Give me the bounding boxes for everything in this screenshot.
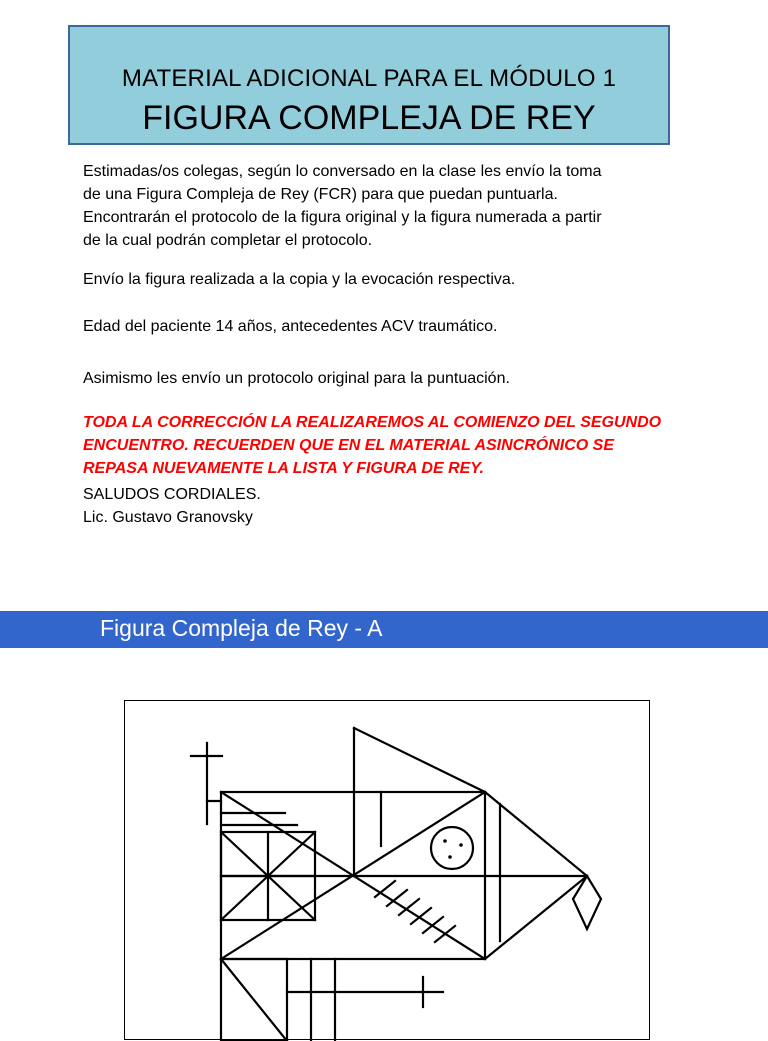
copy-evocation-paragraph: Envío la figura realizada a la copia y la evocación respectiva. [83, 271, 516, 288]
intro-line: Encontrarán el protocolo de la figura original y la figura numerada a partir [83, 209, 602, 226]
title-subheading: MATERIAL ADICIONAL PARA EL MÓDULO 1 [121, 65, 617, 92]
section-header-band [0, 611, 768, 648]
closing-signature [83, 483, 683, 529]
protocol-paragraph: Asimismo les envío un protocolo original para la puntuación. [83, 370, 510, 387]
intro-line: de la cual podrán completar el protocolo. [83, 232, 373, 249]
rey-complex-figure [125, 701, 651, 1041]
section-title: Figura Compleja de Rey - A [100, 615, 383, 641]
intro-line: Estimadas/os colegas, según lo conversado en la clase les envío la toma [83, 163, 602, 180]
page-title: FIGURA COMPLEJA DE REY [142, 99, 596, 137]
patient-info-paragraph: Edad del paciente 14 años, antecedentes ACV traumático. [83, 318, 498, 335]
notice-line: ENCUENTRO. RECUERDEN QUE EN EL MATERIAL ASINCRÓNICO SE [83, 437, 615, 454]
rey-figure-frame [124, 700, 650, 1040]
greeting-line: SALUDOS CORDIALES. [83, 486, 261, 503]
notice-line: TODA LA CORRECCIÓN LA REALIZAREMOS AL COMIENZO DEL SEGUNDO [83, 414, 662, 431]
intro-line: de una Figura Compleja de Rey (FCR) para que puedan puntuarla. [83, 186, 558, 203]
correction-notice [83, 411, 683, 480]
notice-line: REPASA NUEVAMENTE LA LISTA Y FIGURA DE REY. [83, 460, 484, 477]
intro-paragraph [83, 160, 683, 252]
title-box [68, 25, 670, 145]
signature-line: Lic. Gustavo Granovsky [83, 509, 253, 526]
